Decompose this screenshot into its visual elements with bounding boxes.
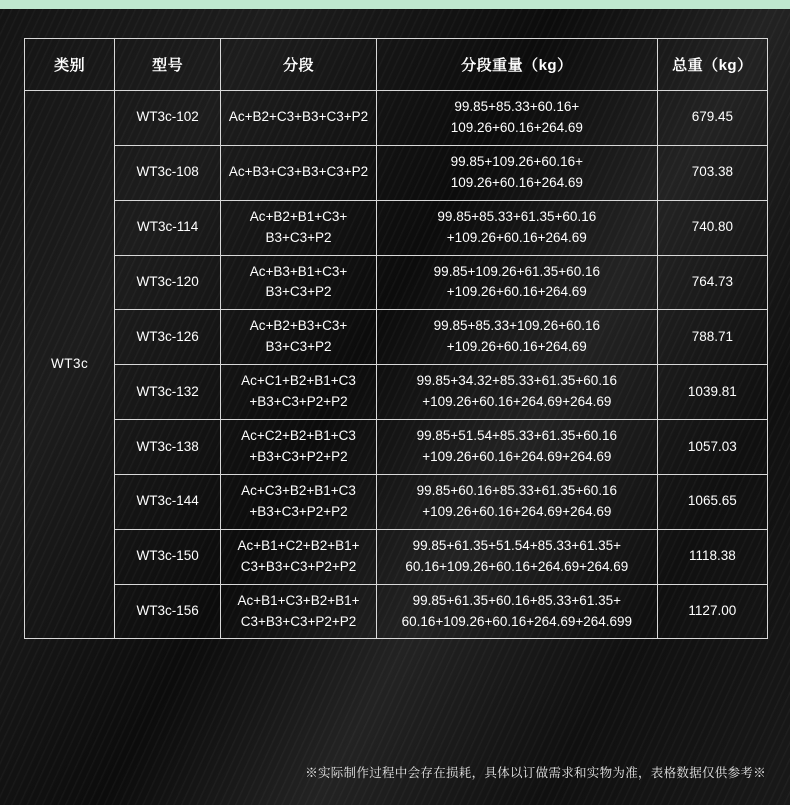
cell-total-weight: 1065.65 [657,474,767,529]
top-accent-bar [0,0,790,9]
header-category: 类别 [25,39,115,91]
table-row [25,529,768,584]
segment-line: B3+C3+P2 [265,229,332,245]
segment-weight-line: 99.85+85.33+109.26+60.16 [433,318,600,334]
cell-model: WT3c-156 [115,584,221,639]
table-row [25,145,768,200]
cell-model: WT3c-132 [115,365,221,420]
cell-segment-weight [376,420,657,475]
cell-segment-weight [376,474,657,529]
cell-segment [221,200,377,255]
table-row [25,420,768,475]
cell-total-weight: 764.73 [657,255,767,310]
segment-line: C3+B3+C3+P2+P2 [240,613,357,629]
header-total-weight: 总重（kg） [657,39,767,91]
cell-segment-weight [376,529,657,584]
table-row [25,255,768,310]
segment-weight-line: 109.26+60.16+264.69 [450,119,583,135]
segment-weight-line: +109.26+60.16+264.69+264.69 [422,394,612,410]
segment-line: Ac+B3+C3+B3+C3+P2 [228,164,369,180]
segment-weight-line: +109.26+60.16+264.69+264.69 [422,503,612,519]
cell-model: WT3c-120 [115,255,221,310]
header-segment: 分段 [221,39,377,91]
segment-line: Ac+B1+C3+B2+B1+ [237,592,360,608]
segment-weight-line: +109.26+60.16+264.69+264.69 [422,448,612,464]
footnote-text: ※实际制作过程中会存在损耗，具体以订做需求和实物为准，表格数据仅供参考※ [305,766,766,780]
cell-total-weight: 1039.81 [657,365,767,420]
cell-model: WT3c-114 [115,200,221,255]
segment-line: Ac+B2+C3+B3+C3+P2 [228,109,369,125]
cell-segment [221,365,377,420]
segment-line: +B3+C3+P2+P2 [249,448,348,464]
segment-weight-line: 99.85+34.32+85.33+61.35+60.16 [416,373,618,389]
cell-segment [221,529,377,584]
table-row [25,474,768,529]
cell-segment-weight [376,365,657,420]
segment-line: Ac+C1+B2+B1+C3 [241,373,356,389]
cell-category: WT3c [25,91,115,639]
cell-segment [221,474,377,529]
segment-line: +B3+C3+P2+P2 [249,503,348,519]
segment-line: Ac+C2+B2+B1+C3 [241,428,356,444]
segment-line: C3+B3+C3+P2+P2 [240,558,357,574]
cell-model: WT3c-102 [115,91,221,146]
table-row [25,365,768,420]
cell-segment-weight [376,200,657,255]
cell-total-weight: 740.80 [657,200,767,255]
cell-model: WT3c-144 [115,474,221,529]
segment-line: Ac+B2+B1+C3+ [249,208,348,224]
table-row [25,91,768,146]
segment-weight-line: 99.85+109.26+60.16+ [450,153,584,169]
spec-table [24,38,768,639]
cell-segment-weight [376,584,657,639]
segment-weight-line: +109.26+60.16+264.69 [446,229,587,245]
cell-segment [221,91,377,146]
segment-weight-line: 99.85+51.54+85.33+61.35+60.16 [416,428,618,444]
cell-segment [221,420,377,475]
segment-line: Ac+B3+B1+C3+ [249,263,348,279]
cell-model: WT3c-126 [115,310,221,365]
cell-segment [221,584,377,639]
cell-total-weight: 703.38 [657,145,767,200]
cell-total-weight: 1118.38 [657,529,767,584]
segment-line: B3+C3+P2 [265,284,332,300]
segment-line: Ac+B1+C2+B2+B1+ [237,537,360,553]
cell-total-weight: 1127.00 [657,584,767,639]
segment-line: +B3+C3+P2+P2 [249,394,348,410]
segment-weight-line: 60.16+109.26+60.16+264.69+264.69 [405,558,629,574]
header-segment-weight: 分段重量（kg） [376,39,657,91]
segment-line: Ac+C3+B2+B1+C3 [241,482,356,498]
header-model: 型号 [115,39,221,91]
table-header [25,39,768,91]
cell-total-weight: 679.45 [657,91,767,146]
segment-weight-line: 99.85+61.35+51.54+85.33+61.35+ [412,537,621,553]
cell-segment-weight [376,91,657,146]
cell-model: WT3c-150 [115,529,221,584]
cell-model: WT3c-108 [115,145,221,200]
segment-weight-line: 60.16+109.26+60.16+264.69+264.699 [401,613,633,629]
cell-segment-weight [376,255,657,310]
cell-segment-weight [376,145,657,200]
cell-model: WT3c-138 [115,420,221,475]
segment-weight-line: 109.26+60.16+264.69 [450,174,583,190]
spec-table-container [24,38,768,639]
table-row [25,584,768,639]
segment-weight-line: 99.85+85.33+61.35+60.16 [437,208,597,224]
cell-segment [221,145,377,200]
cell-segment [221,255,377,310]
table-body [25,91,768,639]
segment-weight-line: +109.26+60.16+264.69 [446,339,587,355]
segment-weight-line: +109.26+60.16+264.69 [446,284,587,300]
segment-line: Ac+B2+B3+C3+ [249,318,348,334]
cell-segment [221,310,377,365]
segment-weight-line: 99.85+85.33+60.16+ [454,99,580,114]
segment-weight-line: 99.85+60.16+85.33+61.35+60.16 [416,482,618,498]
segment-weight-line: 99.85+61.35+60.16+85.33+61.35+ [412,592,621,608]
cell-total-weight: 788.71 [657,310,767,365]
cell-segment-weight [376,310,657,365]
cell-total-weight: 1057.03 [657,420,767,475]
table-row [25,200,768,255]
table-header-row [25,39,768,91]
table-row [25,310,768,365]
segment-weight-line: 99.85+109.26+61.35+60.16 [433,263,600,279]
segment-line: B3+C3+P2 [265,339,332,355]
